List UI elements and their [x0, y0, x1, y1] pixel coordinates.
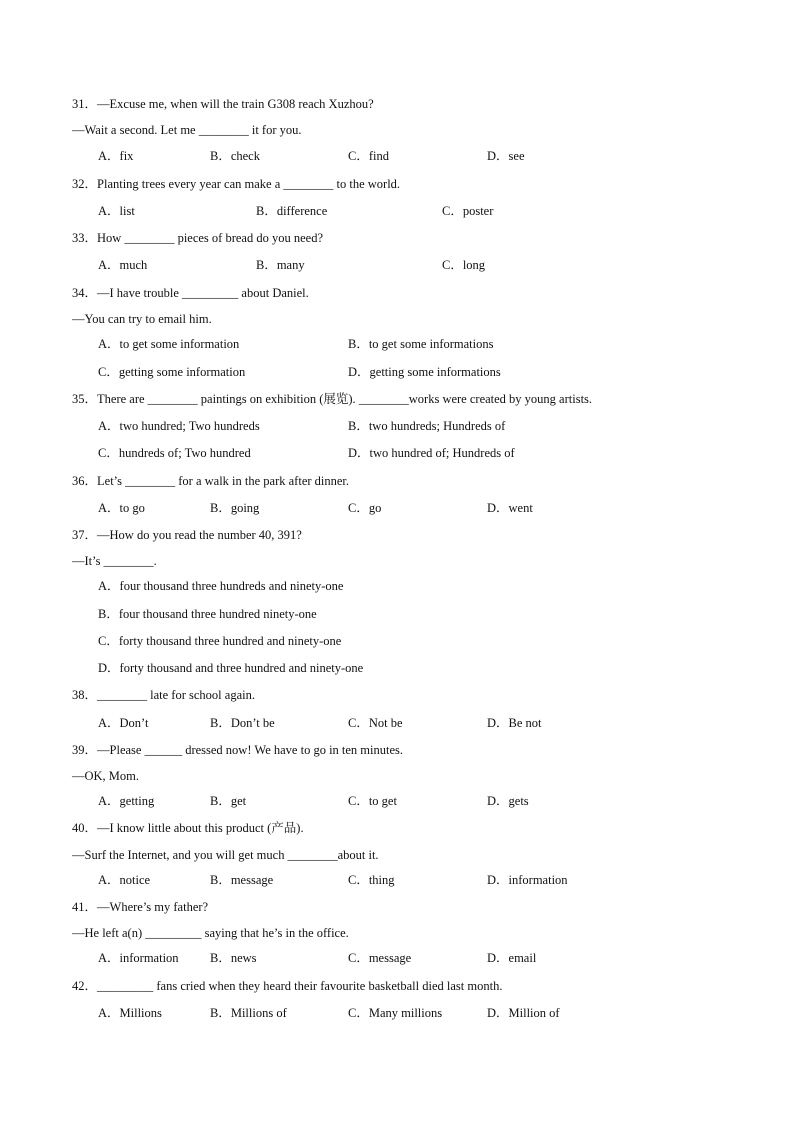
question-34-option-c: C．getting some information	[98, 365, 246, 379]
question-33-option-c: C．long	[442, 258, 486, 272]
question-39-reply: —OK, Mom.	[72, 769, 140, 783]
question-32-option-b: B．difference	[256, 204, 328, 218]
question-34-option-b: B．to get some informations	[348, 337, 494, 351]
question-36-option-b: B．going	[210, 501, 260, 515]
question-34-stem: 34．—I have trouble _________ about Daniel.	[72, 286, 309, 300]
question-37-option-d: D．forty thousand and three hundred and ninety-one	[98, 661, 364, 675]
question-35-option-d: D．two hundred of; Hundreds of	[348, 446, 515, 460]
question-34-reply: —You can try to email him.	[72, 312, 212, 326]
question-36-stem: 36．Let’s ________ for a walk in the park after dinner.	[72, 474, 350, 488]
question-35-stem: 35．There are ________ paintings on exhibition (展览). ________works were created by young artists.	[72, 392, 593, 406]
question-33-option-a: A．much	[98, 258, 148, 272]
question-42-stem: 42．_________ fans cried when they heard their favourite basketball died last month.	[72, 979, 503, 993]
question-32-option-c: C．poster	[442, 204, 494, 218]
question-40-option-d: D．information	[487, 873, 568, 887]
question-36-option-a: A．to go	[98, 501, 145, 515]
question-31-option-b: B．check	[210, 149, 260, 163]
question-34-option-d: D．getting some informations	[348, 365, 501, 379]
question-40-option-c: C．thing	[348, 873, 395, 887]
question-38-stem: 38．________ late for school again.	[72, 688, 255, 702]
question-31-option-c: C．find	[348, 149, 389, 163]
question-37-option-c: C．forty thousand three hundred and ninety-one	[98, 634, 342, 648]
question-40-stem: 40．—I know little about this product (产品).	[72, 821, 304, 835]
question-32-stem: 32．Planting trees every year can make a ________ to the world.	[72, 177, 401, 191]
question-33-stem: 33．How ________ pieces of bread do you need?	[72, 231, 323, 245]
question-41-option-d: D．email	[487, 951, 537, 965]
question-39-option-b: B．get	[210, 794, 247, 808]
question-31-reply: —Wait a second. Let me ________ it for you.	[72, 123, 302, 137]
question-42-option-a: A．Millions	[98, 1006, 162, 1020]
question-31-option-d: D．see	[487, 149, 525, 163]
question-35-option-a: A．two hundred; Two hundreds	[98, 419, 260, 433]
question-42-option-b: B．Millions of	[210, 1006, 287, 1020]
question-40-option-b: B．message	[210, 873, 274, 887]
question-38-option-a: A．Don’t	[98, 716, 149, 730]
question-38-option-d: D．Be not	[487, 716, 542, 730]
question-40-option-a: A．notice	[98, 873, 151, 887]
question-39-option-d: D．gets	[487, 794, 529, 808]
question-34-option-a: A．to get some information	[98, 337, 240, 351]
question-35-option-b: B．two hundreds; Hundreds of	[348, 419, 506, 433]
question-31-option-a: A．fix	[98, 149, 134, 163]
question-38-option-b: B．Don’t be	[210, 716, 275, 730]
question-35-option-c: C．hundreds of; Two hundred	[98, 446, 251, 460]
question-33-option-b: B．many	[256, 258, 305, 272]
question-36-option-c: C．go	[348, 501, 382, 515]
question-39-stem: 39．—Please ______ dressed now! We have to go in ten minutes.	[72, 743, 404, 757]
question-36-option-d: D．went	[487, 501, 533, 515]
question-42-option-d: D．Million of	[487, 1006, 560, 1020]
question-42-option-c: C．Many millions	[348, 1006, 443, 1020]
question-41-stem: 41．—Where’s my father?	[72, 900, 209, 914]
question-37-stem: 37．—How do you read the number 40, 391?	[72, 528, 302, 542]
question-38-option-c: C．Not be	[348, 716, 403, 730]
question-41-option-c: C．message	[348, 951, 412, 965]
question-31-stem: 31．—Excuse me, when will the train G308 reach Xuzhou?	[72, 97, 374, 111]
question-40-reply: —Surf the Internet, and you will get much ________about it.	[72, 848, 379, 862]
question-41-option-b: B．news	[210, 951, 257, 965]
question-39-option-c: C．to get	[348, 794, 397, 808]
question-39-option-a: A．getting	[98, 794, 155, 808]
question-37-reply: —It’s ________.	[72, 554, 157, 568]
question-41-reply: —He left a(n) _________ saying that he’s in the office.	[72, 926, 349, 940]
question-37-option-a: A．four thousand three hundreds and ninety-one	[98, 579, 344, 593]
question-41-option-a: A．information	[98, 951, 179, 965]
question-32-option-a: A．list	[98, 204, 135, 218]
question-37-option-b: B．four thousand three hundred ninety-one	[98, 607, 317, 621]
